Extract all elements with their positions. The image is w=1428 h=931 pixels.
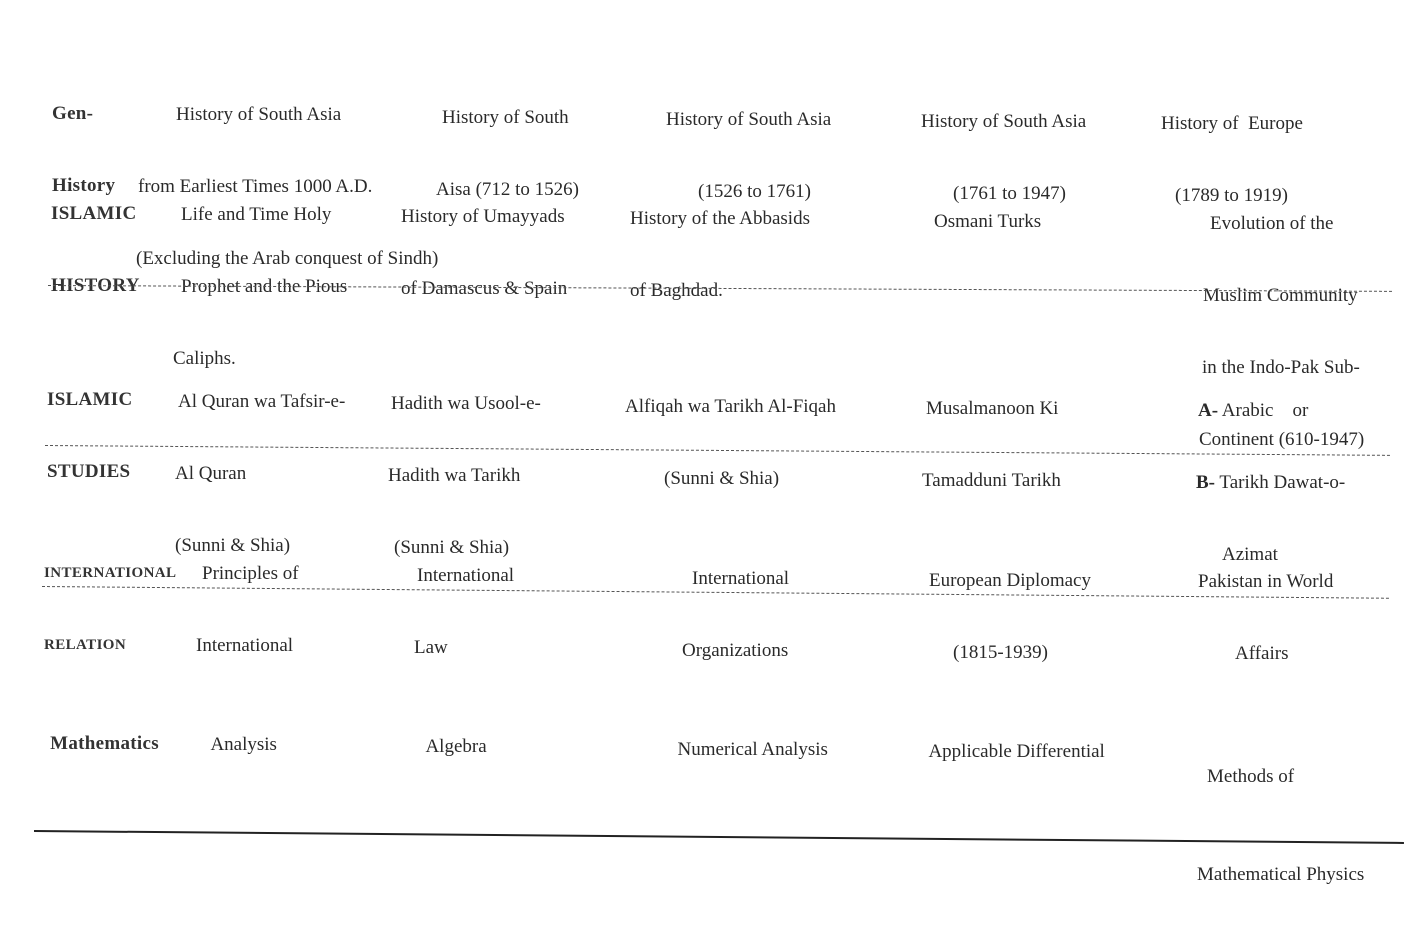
row-label-gen-history: Gen- History (52, 103, 116, 196)
row-label-mathematics: Mathematics (50, 733, 159, 754)
international-relation-course-1: Principles of International (196, 563, 299, 656)
islamic-studies-course-4: Musalmanoon Ki Tamadduni Tarikh (922, 398, 1061, 491)
islamic-history-course-1: Life and Time Holy Prophet and the Pious Caliphs. (173, 204, 348, 369)
islamic-history-course-2: History of Umayyads of Damascus & Spain (401, 206, 568, 299)
islamic-studies-course-3: Alfiqah wa Tarikh Al-Fiqah (Sunni & Shia) (625, 396, 836, 489)
mathematics-course-5: Methods of Mathematical Physics (1197, 766, 1365, 885)
row-label-international-relation: INTERNATIONAL RELATION (44, 565, 177, 653)
gen-history-course-4: History of South Asia (1761 to 1947) (921, 111, 1087, 204)
islamic-studies-course-5: A- Arabic or B- Tarikh Dawat-o- Azimat (1196, 400, 1346, 565)
international-relation-course-4: European Diplomacy (1815-1939) (929, 570, 1091, 663)
gen-history-course-2: History of South Aisa (712 to 1526) (436, 107, 580, 200)
islamic-history-course-5: Evolution of the Muslim Community in the Indo-Pak Sub- Continent (610-1947) (1199, 213, 1365, 450)
international-relation-course-5: Pakistan in World Affairs (1198, 571, 1334, 664)
gen-history-course-3: History of South Asia (1526 to 1761) (666, 109, 832, 202)
mathematics-course-1: Analysis (210, 734, 277, 755)
mathematics-course-4: Applicable Differential (928, 741, 1105, 762)
gen-history-course-5: History of Europe (1789 to 1919) (1161, 113, 1303, 206)
international-relation-course-3: International Organizations (682, 568, 790, 661)
islamic-studies-course-2: Hadith wa Usool-e- Hadith wa Tarikh (Sunni & Shia) (388, 393, 541, 558)
row-label-islamic-studies: ISLAMIC STUDIES (47, 389, 133, 482)
gen-history-course-1: History of South Asia from Earliest Times 1000 A.D. (Excluding the Arab conquest of Sindh) (136, 104, 439, 269)
international-relation-course-2: International Law (414, 565, 515, 658)
islamic-history-course-3: History of the Abbasids of Baghdad. (630, 208, 810, 301)
row-label-islamic-history: ISLAMIC HISTORY (51, 203, 140, 296)
mathematics-course-2: Algebra (425, 736, 487, 757)
islamic-studies-course-1: Al Quran wa Tafsir-e- Al Quran (Sunni & Shia) (175, 391, 346, 556)
islamic-history-course-4: Osmani Turks (934, 211, 1042, 232)
mathematics-course-3: Numerical Analysis (677, 739, 828, 760)
